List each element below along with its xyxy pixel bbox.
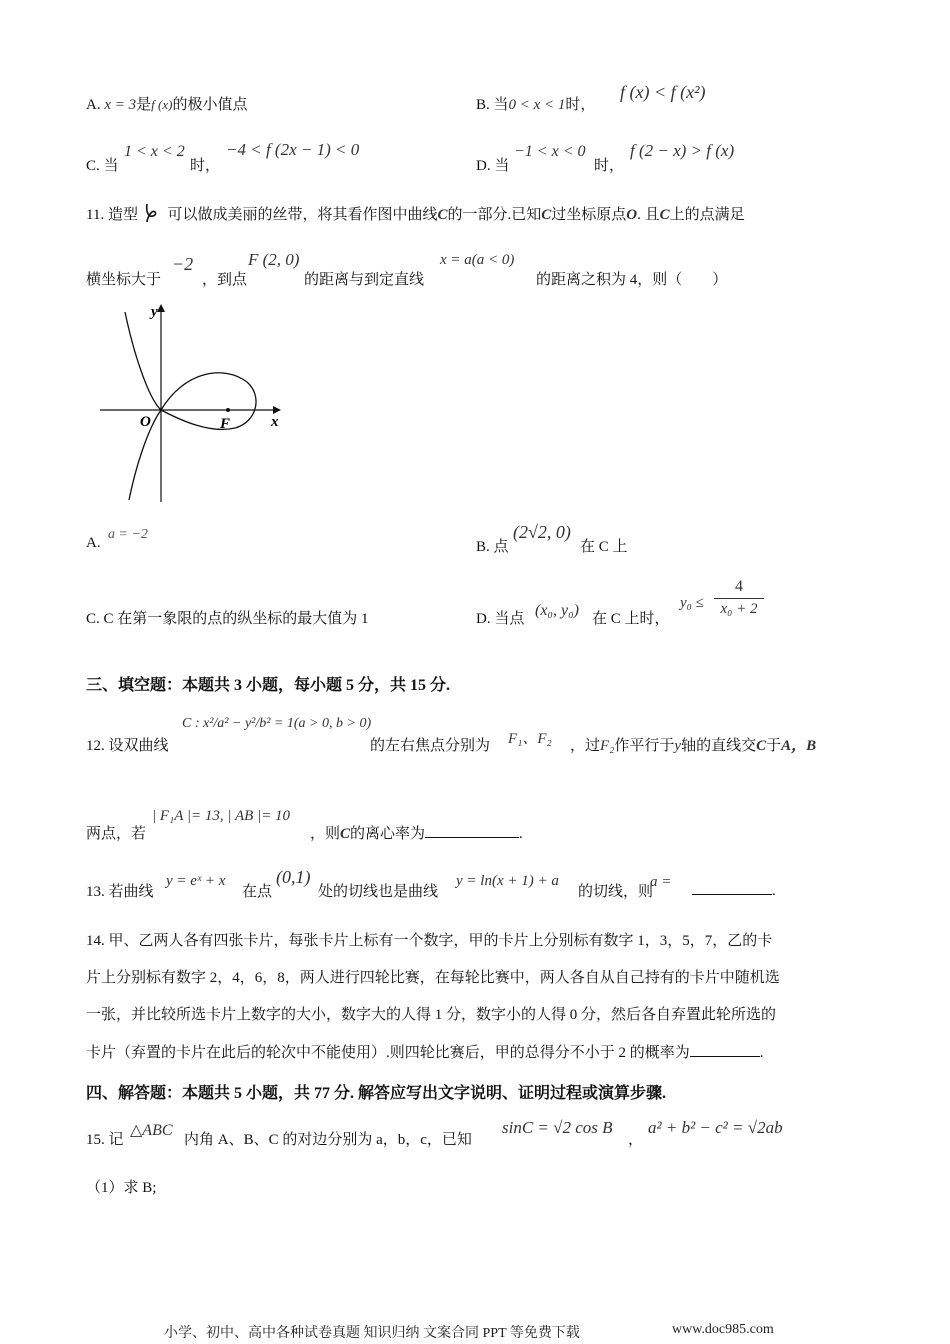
q11-stem-line2-math1: −2: [172, 254, 194, 274]
q12-stem-text2: ，过F₂作平行于y轴的直线交C于A，B: [570, 738, 817, 754]
q13-stem-math4: a =: [650, 874, 672, 890]
q11-stem-line1: 11. 造型 可以做成美丽的丝带，将其看作图中曲线C的一部分.已知C过坐标原点O. 且C上的点满足: [86, 203, 745, 228]
q11-option-d: D. 当点: [476, 611, 525, 627]
q12-stem-number: 12. 设双曲线: [86, 738, 169, 754]
q11-option-b: B. 点: [476, 539, 509, 555]
q13-stem-number: 13. 若曲线: [86, 884, 154, 900]
q11-stem-line2-c: 的距离与到定直线: [304, 272, 425, 288]
q11-option-d-lhs: y₀ ≤: [680, 595, 704, 611]
q14-line3: 一张，并比较所选卡片上数字的大小，数字大的人得 1 分，数字小的人得 0 分，然后各自弃置此轮所选的: [86, 1007, 777, 1023]
curve-c: [125, 312, 256, 500]
q13-stem-end: .: [692, 880, 776, 900]
q14-line2: 片上分别标有数字 2，4，6，8，两人进行四轮比赛，在每轮比赛中，两人各自从自己持有的卡片中随机选: [86, 970, 780, 986]
q15-stem-comma: ，: [628, 1132, 644, 1148]
section-4-title: 四、解答题：本题共 5 小题，共 77 分. 解答应写出文字说明、证明过程或演算步骤.: [86, 1085, 667, 1102]
q11-stem-line2-b: ，到点: [202, 272, 248, 288]
origin-label: O: [140, 414, 151, 430]
q11-stem-line2-math3: x = a(a < 0): [440, 252, 515, 268]
q12-stem-text1: 的左右焦点分别为: [370, 738, 491, 754]
q11-option-b-text: 在 C 上: [580, 539, 628, 555]
q12-answer-blank[interactable]: [425, 823, 519, 838]
q15-part1: （1）求 B;: [86, 1180, 157, 1196]
q13-stem-text1: 在点: [242, 884, 273, 900]
q11-option-d-fraction: 4 x₀ + 2: [714, 578, 764, 618]
footer-site-link[interactable]: www.doc985.com: [672, 1322, 774, 1337]
q12-stem-line2: 两点，若: [86, 826, 147, 842]
q15-stem-number: 15. 记: [86, 1132, 124, 1148]
curve-graph: [95, 300, 295, 505]
q11-option-a: A.: [86, 535, 101, 551]
focus-point: [226, 408, 230, 412]
q11-option-d-text: 在 C 上时，: [592, 611, 670, 627]
q11-figure: [95, 300, 295, 505]
q10-option-c-math: 1 < x < 2: [124, 143, 185, 160]
q13-stem-text3: 的切线，则: [578, 884, 654, 900]
q11-option-b-math: (2√2, 0): [513, 522, 571, 542]
q11-stem-line2-d: 的距离之积为 4，则（ ）: [536, 272, 728, 288]
q11-option-c: C. C 在第一象限的点的纵坐标的最大值为 1: [86, 611, 369, 627]
y-axis-label: y: [151, 304, 158, 320]
q10-option-d-math: −1 < x < 0: [514, 143, 586, 160]
q11-stem-line2-math2: F (2, 0): [248, 250, 300, 269]
q11-option-d-math: (x₀, y₀): [535, 602, 579, 619]
q13-answer-blank[interactable]: [692, 880, 772, 895]
q11-stem-line2-a: 横坐标大于: [86, 272, 162, 288]
q10-option-c-math2: −4 < f (2x − 1) < 0: [226, 140, 360, 159]
q12-stem-math2: F₁、F₂: [508, 731, 552, 747]
q10-option-d-math2: f (2 − x) > f (x): [630, 141, 735, 160]
x-axis-arrow: [273, 406, 281, 414]
focus-label: F: [220, 416, 231, 432]
q10-option-c: C. 当: [86, 158, 119, 174]
q15-stem-math3: a² + b² − c² = √2ab: [648, 1118, 783, 1137]
q10-option-b: B. 当0 < x < 1时，: [476, 97, 596, 113]
q10-option-d: D. 当: [476, 158, 510, 174]
q15-stem-text1: 内角 A、B、C 的对边分别为 a，b，c，已知: [184, 1132, 472, 1148]
q10-option-c-text: 时，: [190, 158, 221, 174]
q10-option-d-text: 时，: [594, 158, 625, 174]
q15-stem-math1: △ABC: [130, 1122, 173, 1139]
ribbon-icon: [142, 203, 164, 228]
footer-text: 小学、初中、高中各种试卷真题 知识归纳 文案合同 PPT 等免费下载: [164, 1326, 580, 1341]
q14-line1: 14. 甲、乙两人各有四张卡片，每张卡片上标有一个数字，甲的卡片上分别标有数字 1，3，5，7，乙的卡: [86, 933, 773, 949]
q14-line4: 卡片（弃置的卡片在此后的轮次中不能使用）.则四轮比赛后，甲的总得分不小于 2 的概率为 .: [86, 1041, 764, 1062]
q10-option-a: A. x = 3是f (x)的极小值点: [86, 97, 248, 113]
section-3-title: 三、填空题：本题共 3 小题，每小题 5 分，共 15 分.: [86, 677, 451, 694]
q13-stem-math1: y = eˣ + x: [166, 873, 226, 889]
q12-stem-line2-end: ，则C的离心率为 .: [310, 822, 523, 843]
y-axis-arrow: [157, 304, 165, 312]
q13-stem-math2: (0,1): [276, 867, 311, 887]
q11-option-a-math: a = −2: [108, 527, 148, 542]
q12-stem-math1: C : x²/a² − y²/b² = 1(a > 0, b > 0): [182, 716, 372, 731]
q10-option-b-math: f (x) < f (x²): [620, 82, 706, 102]
q13-stem-math3: y = ln(x + 1) + a: [456, 873, 559, 889]
x-axis-label: x: [271, 414, 279, 430]
q14-answer-blank[interactable]: [690, 1042, 760, 1057]
q12-stem-line2-math: | F₁A |= 13, | AB |= 10: [152, 808, 291, 824]
q15-stem-math2: sinC = √2 cos B: [502, 1118, 613, 1137]
q13-stem-text2: 处的切线也是曲线: [318, 884, 439, 900]
